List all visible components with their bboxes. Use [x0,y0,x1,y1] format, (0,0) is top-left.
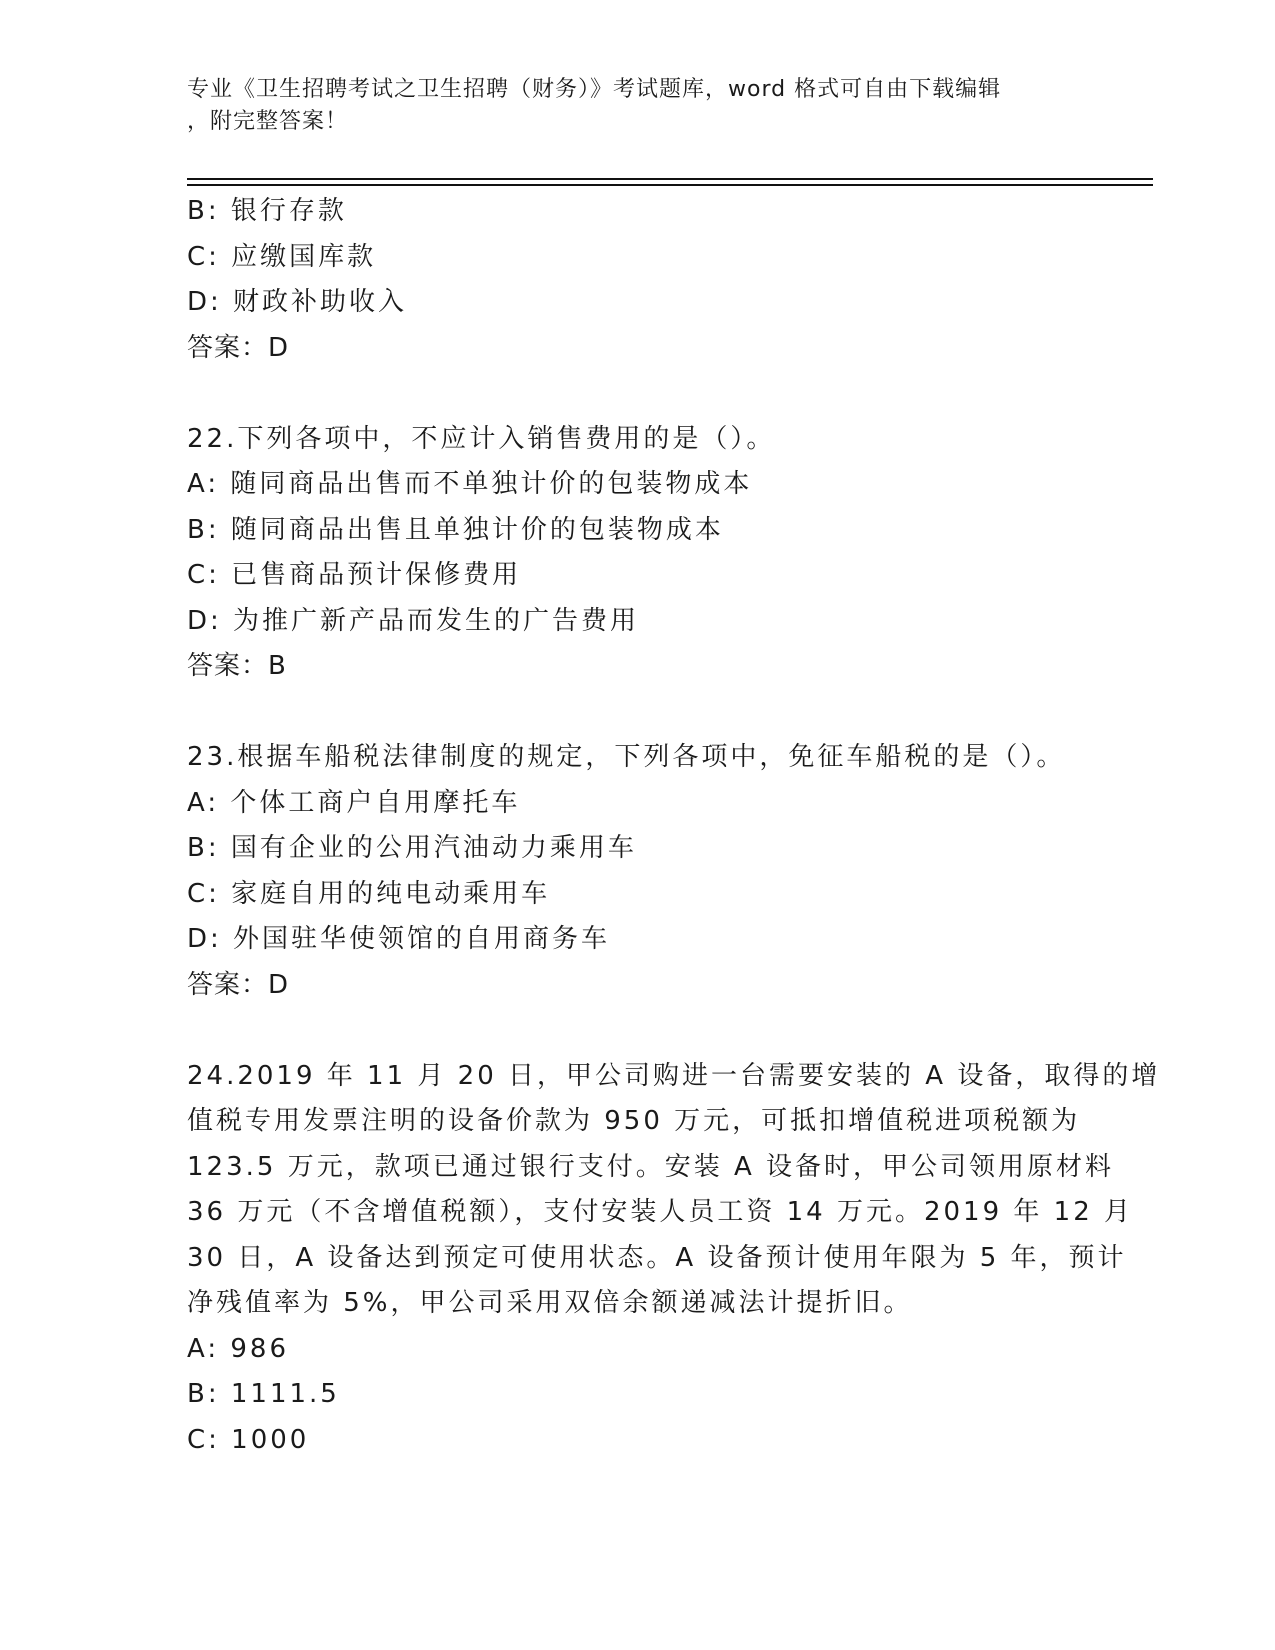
option-b: B: 1111.5 [187,1379,340,1409]
question-21-continued [187,189,1087,371]
answer-line: 答案：D [187,332,290,363]
option-d: D: 财政补助收入 [187,287,408,317]
option-c: C: 已售商品预计保修费用 [187,560,522,590]
option-d: D: 外国驻华使领馆的自用商务车 [187,924,611,954]
question-stem-line: 30 日，A 设备达到预定可使用状态。A 设备预计使用年限为 5 年，预计 [187,1242,1127,1273]
spacer [187,371,1087,417]
spacer [187,690,1087,736]
option-b: B: 国有企业的公用汽油动力乘用车 [187,833,637,863]
question-stem [187,1054,1161,1327]
answer-line: 答案：B [187,651,287,681]
question-22 [187,417,1087,690]
question-stem: 23.根据车船税法律制度的规定，下列各项中，免征车船税的是（）。 [187,742,1066,772]
question-list [187,189,1161,1463]
option-b: B: 随同商品出售且单独计价的包装物成本 [187,514,724,545]
option-a: A: 个体工商户自用摩托车 [187,787,521,818]
answer-line: 答案：D [187,969,290,1000]
question-stem-line: 值税专用发票注明的设备价款为 950 万元，可抵扣增值税进项税额为 [187,1106,1081,1136]
option-c: C: 应缴国库款 [187,241,377,272]
question-stem-line: 净残值率为 5%，甲公司采用双倍余额递减法计提折旧。 [187,1288,913,1318]
header-line-2: ，附完整答案！ [187,109,349,134]
option-a: A: 随同商品出售而不单独计价的包装物成本 [187,469,753,499]
option-c: C: 家庭自用的纯电动乘用车 [187,878,551,909]
page-header [187,74,1087,138]
option-d: D: 为推广新产品而发生的广告费用 [187,605,640,636]
header-line-1: 专业《卫生招聘考试之卫生招聘（财务）》考试题库，word 格式可自由下载编辑 [187,77,1002,102]
question-stem-line: 123.5 万元，款项已通过银行支付。安装 A 设备时，甲公司领用原材料 [187,1151,1115,1182]
option-a: A: 986 [187,1333,289,1364]
question-24 [187,1054,1161,1464]
spacer [187,1008,1087,1054]
question-stem-line: 36 万元（不含增值税额），支付安装人员工资 14 万元。2019 年 12 月 [187,1197,1134,1227]
question-23 [187,735,1087,1008]
question-stem: 22.下列各项中，不应计入销售费用的是（）。 [187,423,776,454]
header-divider-top [187,178,1153,180]
option-c: C: 1000 [187,1424,310,1455]
option-b: B: 银行存款 [187,196,347,226]
question-stem-line: 24.2019 年 11 月 20 日，甲公司购进一台需要安装的 A 设备，取得的增 [187,1060,1161,1091]
header-divider-bottom [187,184,1153,186]
